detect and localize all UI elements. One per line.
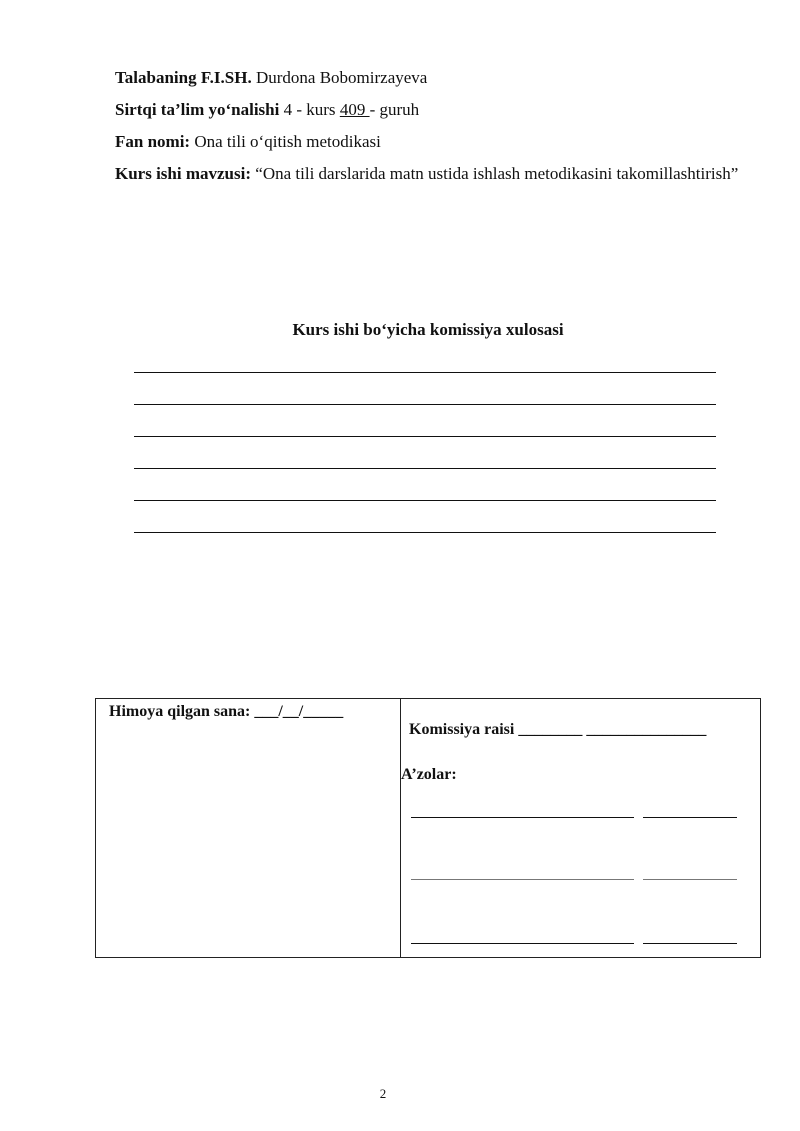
student-name-label: Talabaning F.I.SH. xyxy=(115,68,252,87)
commission-conclusion-lines xyxy=(134,372,716,564)
commission-signatures-cell xyxy=(401,699,760,957)
member-name-line xyxy=(411,943,634,944)
student-name-line xyxy=(115,62,742,94)
commission-chairman: Komissiya raisi ________ _______________ xyxy=(409,721,707,738)
blank-line xyxy=(134,404,716,405)
member-name-line xyxy=(411,817,634,818)
blank-line xyxy=(134,468,716,469)
blank-line xyxy=(134,436,716,437)
commission-title: Kurs ishi bo‘yicha komissiya xulosasi xyxy=(292,320,564,339)
signature-table xyxy=(95,698,761,958)
defense-date-cell xyxy=(96,699,401,957)
direction-line xyxy=(115,94,742,126)
topic-value: “Ona tili darslarida matn ustida ishlash metodikasini takomillashtirish” xyxy=(251,164,739,183)
student-name-value: Durdona Bobomirzayeva xyxy=(251,68,428,87)
member-signature-line xyxy=(643,817,737,818)
course-text: 4 - kurs xyxy=(279,100,340,119)
topic-line xyxy=(115,158,742,190)
defense-date: Himoya qilgan sana: ___/__/_____ xyxy=(109,703,344,720)
subject-line xyxy=(115,126,742,158)
subject-label: Fan nomi: xyxy=(115,132,191,151)
page-number: 2 xyxy=(379,1086,387,1101)
topic-label: Kurs ishi mavzusi: xyxy=(115,164,252,183)
member-name-line xyxy=(411,879,634,880)
group-suffix: - guruh xyxy=(369,100,420,119)
group-number: 409 xyxy=(339,100,370,119)
member-signature-line xyxy=(643,943,737,944)
blank-line xyxy=(134,372,716,373)
direction-label: Sirtqi ta’lim yo‘nalishi xyxy=(115,100,280,119)
subject-value: Ona tili o‘qitish metodikasi xyxy=(190,132,381,151)
member-signature-line xyxy=(643,879,737,880)
members-label: A’zolar: xyxy=(401,766,457,783)
blank-line xyxy=(134,532,716,533)
blank-line xyxy=(134,500,716,501)
student-info xyxy=(115,62,742,190)
